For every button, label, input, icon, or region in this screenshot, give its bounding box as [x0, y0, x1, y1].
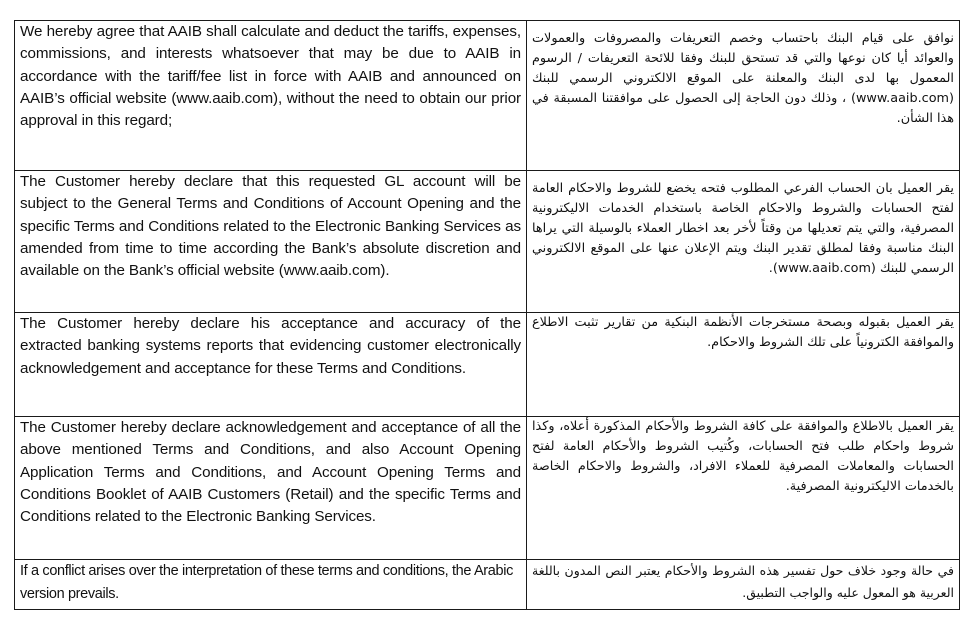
terms-row-reports-acceptance — [15, 313, 960, 417]
clause-arabic: نوافق على قيام البنك باحتساب وخصم التعريفات والمصروفات والعمولات والعوائد أيا كان نوعها والتي قد تستحق للبنك وفقا للائحة التعريفات / الرسوم المعمول بها لدى البنك والمعلنة على الموقع الالكتروني الرسمي للبنك (www.aaib.com) ، وذلك دون الحاجة إلى الحصول على موافقتنا المسبقة في هذا الشأن. — [527, 21, 960, 171]
terms-row-gl-account — [15, 171, 960, 313]
terms-row-language-conflict — [15, 560, 960, 610]
clause-english: The Customer hereby declare acknowledgement and acceptance of all the above mentioned Terms and Conditions, and also Account Opening Application Terms and Conditions, and Account Opening Terms and Conditions Booklet of AAIB Customers (Retail) and the specific Terms and Conditions related to the Electronic Banking Services. — [15, 417, 527, 560]
clause-arabic: يقر العميل بالاطلاع والموافقة على كافة الشروط والأحكام المذكورة أعلاه، وكذا شروط واحكام طلب فتح الحسابات، وكُتيب الشروط والأحكام العامة لفتح الحسابات والمعاملات المصرفية للعملاء الافراد، والشروط والاحكام الخاصة بالخدمات الاليكترونية المصرفية. — [527, 417, 960, 560]
clause-arabic: يقر العميل بان الحساب الفرعي المطلوب فتحه يخضع للشروط والاحكام العامة لفتح الحسابات والشروط والاحكام الخاصة باستخدام الخدمات الاليكترونية المصرفية، والتي يتم تعديلها من وقتاً لأخر بعد اخطار العملاء بالوسيلة التي يراها البنك مناسبة وفقا لمطلق تقدير البنك ويتم الإعلان عنها على الموقع الالكتروني الرسمي للبنك (www.aaib.com). — [527, 171, 960, 313]
terms-row-fees — [15, 21, 960, 171]
terms-table — [14, 20, 960, 610]
clause-english: We hereby agree that AAIB shall calculate and deduct the tariffs, expenses, commissions, and interests whatsoever that may be due to AAIB in accordance with the tariff/fee list in force with AAIB and announced on AAIB’s official website (www.aaib.com), without the need to obtain our prior approval in this regard; — [15, 21, 527, 171]
clause-english: If a conflict arises over the interpretation of these terms and conditions, the Arabic version prevails. — [15, 560, 527, 610]
clause-arabic: يقر العميل بقبوله وبصحة مستخرجات الأنظمة البنكية من تقارير تثبت الاطلاع والموافقة الكترونياً على تلك الشروط والاحكام. — [527, 313, 960, 417]
clause-english: The Customer hereby declare his acceptance and accuracy of the extracted banking systems reports that evidencing customer electronically acknowledgement and acceptance for these Terms and Conditions. — [15, 313, 527, 417]
clause-english: The Customer hereby declare that this requested GL account will be subject to the General Terms and Conditions of Account Opening and the specific Terms and Conditions related to the Electronic Banking Services as amended from time to time according the Bank’s absolute discretion and available on the Bank’s official website (www.aaib.com). — [15, 171, 527, 313]
clause-arabic: في حالة وجود خلاف حول تفسير هذه الشروط والأحكام يعتبر النص المدون باللغة العربية هو المعول عليه والواجب التطبيق. — [527, 560, 960, 610]
terms-row-acknowledgement — [15, 417, 960, 560]
